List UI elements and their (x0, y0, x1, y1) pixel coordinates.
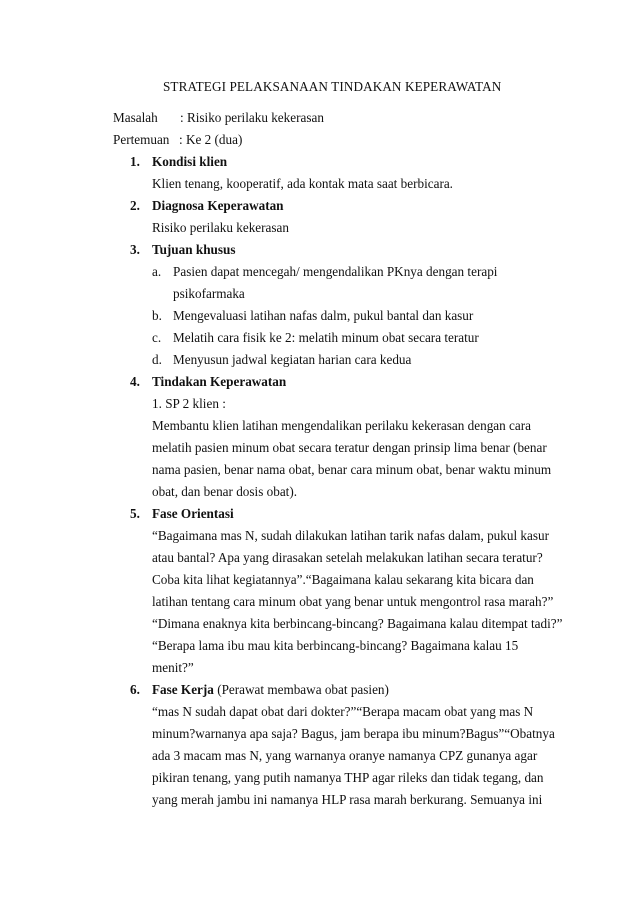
section-text-line: ada 3 macam mas N, yang warnanya oranye namanya CPZ gunanya agar (152, 748, 538, 763)
pertemuan-value: : Ke 2 (dua) (179, 132, 243, 147)
section-heading-tujuan-khusus: Tujuan khusus (152, 242, 236, 257)
section-text-line: Klien tenang, kooperatif, ada kontak mata saat berbicara. (152, 176, 453, 191)
section-heading-text: Fase Kerja (152, 682, 214, 697)
page-title: STRATEGI PELAKSANAAN TINDAKAN KEPERAWATAN (163, 79, 502, 94)
section-text-line: nama pasien, benar nama obat, benar cara minum obat, benar waktu minum (152, 462, 552, 477)
section-text-line: Risiko perilaku kekerasan (152, 220, 289, 235)
pertemuan-label: Pertemuan (113, 132, 170, 147)
section-text-line: pikiran tenang, yang putih namanya THP agar rileks dan tidak tegang, dan (152, 770, 544, 785)
section-heading-kondisi-klien: Kondisi klien (152, 154, 228, 169)
masalah-value: : Risiko perilaku kekerasan (180, 110, 324, 125)
section-text-line: 1. SP 2 klien : (152, 396, 226, 411)
section-heading-note: (Perawat membawa obat pasien) (217, 682, 389, 697)
section-heading-fase-orientasi: Fase Orientasi (152, 506, 234, 521)
list-item-text: Menyusun jadwal kegiatan harian cara kedua (173, 352, 412, 367)
section-heading-fase-kerja (152, 682, 389, 698)
section-heading-diagnosa: Diagnosa Keperawatan (152, 198, 284, 213)
section-number: 6. (130, 682, 140, 697)
list-item-letter: a. (152, 264, 162, 279)
section-text-line: obat, dan benar dosis obat). (152, 484, 298, 499)
section-number: 2. (130, 198, 140, 213)
section-number: 1. (130, 154, 140, 169)
list-item-letter: c. (152, 330, 162, 345)
section-text-line: “Bagaimana mas N, sudah dilakukan latihan tarik nafas dalam, pukul kasur (152, 528, 549, 543)
section-text-line: melatih pasien minum obat secara teratur dengan prinsip lima benar (benar (152, 440, 547, 455)
section-text-line: yang merah jambu ini namanya HLP rasa marah berkurang. Semuanya ini (152, 792, 543, 807)
list-item-letter: d. (152, 352, 162, 367)
section-number: 4. (130, 374, 140, 389)
list-item-text: Pasien dapat mencegah/ mengendalikan PKnya dengan terapi (173, 264, 498, 279)
section-text-line: menit?” (152, 660, 194, 675)
section-text-line: Membantu klien latihan mengendalikan perilaku kekerasan dengan cara (152, 418, 531, 433)
section-text-line: “Dimana enaknya kita berbincang-bincang? Bagaimana kalau ditempat tadi?” (152, 616, 563, 631)
masalah-label: Masalah (113, 110, 158, 125)
list-item-letter: b. (152, 308, 162, 323)
section-text-line: “Berapa lama ibu mau kita berbincang-bincang? Bagaimana kalau 15 (152, 638, 519, 653)
section-text-line: atau bantal? Apa yang dirasakan setelah melakukan latihan secara teratur? (152, 550, 543, 565)
section-number: 3. (130, 242, 140, 257)
section-text-line: minum?warnanya apa saja? Bagus, jam berapa ibu minum?Bagus”“Obatnya (152, 726, 555, 741)
section-number: 5. (130, 506, 140, 521)
section-text-line: latihan tentang cara minum obat yang benar untuk mengontrol rasa marah?” (152, 594, 554, 609)
list-item-text: Melatih cara fisik ke 2: melatih minum obat secara teratur (173, 330, 479, 345)
section-text-line: Coba kita lihat kegiatannya”.“Bagaimana kalau sekarang kita bicara dan (152, 572, 534, 587)
section-text-line: “mas N sudah dapat obat dari dokter?”“Berapa macam obat yang mas N (152, 704, 534, 719)
section-heading-tindakan: Tindakan Keperawatan (152, 374, 287, 389)
list-item-text: Mengevaluasi latihan nafas dalm, pukul bantal dan kasur (173, 308, 474, 323)
list-item-text: psikofarmaka (173, 286, 245, 301)
